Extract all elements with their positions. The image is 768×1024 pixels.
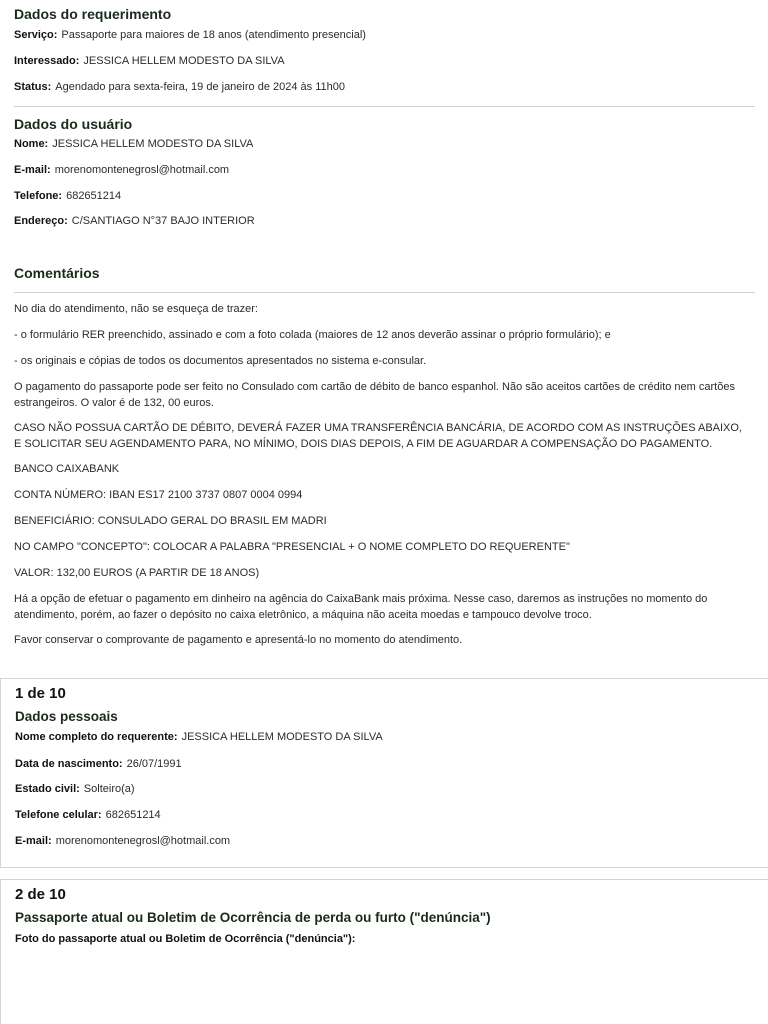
email-field <box>14 164 229 176</box>
step-title: Passaporte atual ou Boletim de Ocorrência de perda ou furto ("denúncia") <box>15 910 491 925</box>
nascimento-field <box>15 758 182 770</box>
servico-value: Passaporte para maiores de 18 anos (atendimento presencial) <box>61 29 366 41</box>
interessado-field <box>14 55 285 67</box>
estado-civil-value: Solteiro(a) <box>83 783 135 795</box>
status-label: Status: <box>14 81 52 93</box>
nome-completo-field <box>15 731 383 743</box>
divider <box>14 106 755 107</box>
comment-paragraph: CONTA NÚMERO: IBAN ES17 2100 3737 0807 0004 0994 <box>14 489 303 501</box>
nome-completo-label: Nome completo do requerente: <box>15 731 178 743</box>
comment-paragraph: VALOR: 132,00 EUROS (A PARTIR DE 18 ANOS) <box>14 567 260 579</box>
status-value: Agendado para sexta-feira, 19 de janeiro de 2024 às 11h00 <box>55 81 345 93</box>
celular-value: 682651214 <box>105 809 161 821</box>
comment-paragraph: BENEFICIÁRIO: CONSULADO GERAL DO BRASIL EM MADRI <box>14 515 327 527</box>
comment-paragraph: NO CAMPO "CONCEPTO": COLOCAR A PALABRA "PRESENCIAL + O NOME COMPLETO DO REQUERENTE" <box>14 541 570 553</box>
comment-paragraph: - os originais e cópias de todos os documentos apresentados no sistema e-consular. <box>14 355 427 367</box>
step-counter: 2 de 10 <box>15 886 66 903</box>
interessado-value: JESSICA HELLEM MODESTO DA SILVA <box>83 55 285 67</box>
step1-email-label: E-mail: <box>15 835 52 847</box>
comment-paragraph: CASO NÃO POSSUA CARTÃO DE DÉBITO, DEVERÁ FAZER UMA TRANSFERÊNCIA BANCÁRIA, DE ACORDO COM AS INSTRUÇÕES ABAIXO, E SOLICITAR SEU AGENDAMENTO PARA, NO MÍNIMO, DOIS DIAS DEPOIS, A FIM DE AGUARDAR A COMPENSAÇÃO DO PAGAMENTO. <box>14 422 742 450</box>
comment-paragraph: BANCO CAIXABANK <box>14 463 120 475</box>
email-label: E-mail: <box>14 164 51 176</box>
nome-field <box>14 138 253 150</box>
usuario-section <box>14 108 755 238</box>
nascimento-value: 26/07/1991 <box>126 758 182 770</box>
endereco-value: C/SANTIAGO N°37 BAJO INTERIOR <box>71 215 255 227</box>
comment-paragraph: No dia do atendimento, não se esqueça de trazer: <box>14 303 258 315</box>
step-title: Dados pessoais <box>15 709 118 724</box>
nome-completo-value: JESSICA HELLEM MODESTO DA SILVA <box>181 731 383 743</box>
comentarios-title: Comentários <box>14 265 100 281</box>
nascimento-label: Data de nascimento: <box>15 758 123 770</box>
step1-email-value: morenomontenegrosl@hotmail.com <box>55 835 231 847</box>
nome-label: Nome: <box>14 138 49 150</box>
celular-field <box>15 809 161 821</box>
nome-value: JESSICA HELLEM MODESTO DA SILVA <box>52 138 254 150</box>
endereco-label: Endereço: <box>14 215 68 227</box>
requerimento-section <box>14 0 755 100</box>
step2-card <box>0 879 768 1024</box>
step1-email-field <box>15 835 230 847</box>
interessado-label: Interessado: <box>14 55 80 67</box>
foto-passaporte-label: Foto do passaporte atual ou Boletim de Ocorrência ("denúncia"): <box>15 933 356 945</box>
endereco-field <box>14 215 255 227</box>
requerimento-title: Dados do requerimento <box>14 6 172 22</box>
telefone-value: 682651214 <box>66 190 122 202</box>
celular-label: Telefone celular: <box>15 809 102 821</box>
telefone-label: Telefone: <box>14 190 63 202</box>
estado-civil-label: Estado civil: <box>15 783 80 795</box>
comment-paragraph: Há a opção de efetuar o pagamento em dinheiro na agência do CaixaBank mais próxima. Nesse caso, daremos as instruções no momento do atendimento, porém, ao fazer o depósito no caixa eletrônico, a máquina não aceita moedas e tampouco devolve troco. <box>14 593 708 621</box>
divider <box>14 292 755 293</box>
usuario-title: Dados do usuário <box>14 116 133 132</box>
foto-passaporte-field <box>15 933 359 945</box>
telefone-field <box>14 190 121 202</box>
step-counter: 1 de 10 <box>15 685 66 702</box>
servico-label: Serviço: <box>14 29 58 41</box>
email-value: morenomontenegrosl@hotmail.com <box>54 164 230 176</box>
comment-paragraph: Favor conservar o comprovante de pagamento e apresentá-lo no momento do atendimento. <box>14 634 463 646</box>
status-field <box>14 81 345 93</box>
step1-card <box>0 678 768 868</box>
comment-paragraph: - o formulário RER preenchido, assinado e com a foto colada (maiores de 12 anos deverão assinar o próprio formulário); e <box>14 329 611 341</box>
servico-field <box>14 29 366 41</box>
estado-civil-field <box>15 783 135 795</box>
comment-paragraph: O pagamento do passaporte pode ser feito no Consulado com cartão de débito de banco espanhol. Não são aceitos cartões de crédito nem cartões estrangeiros. O valor é de 132, 00 euros. <box>14 381 735 409</box>
